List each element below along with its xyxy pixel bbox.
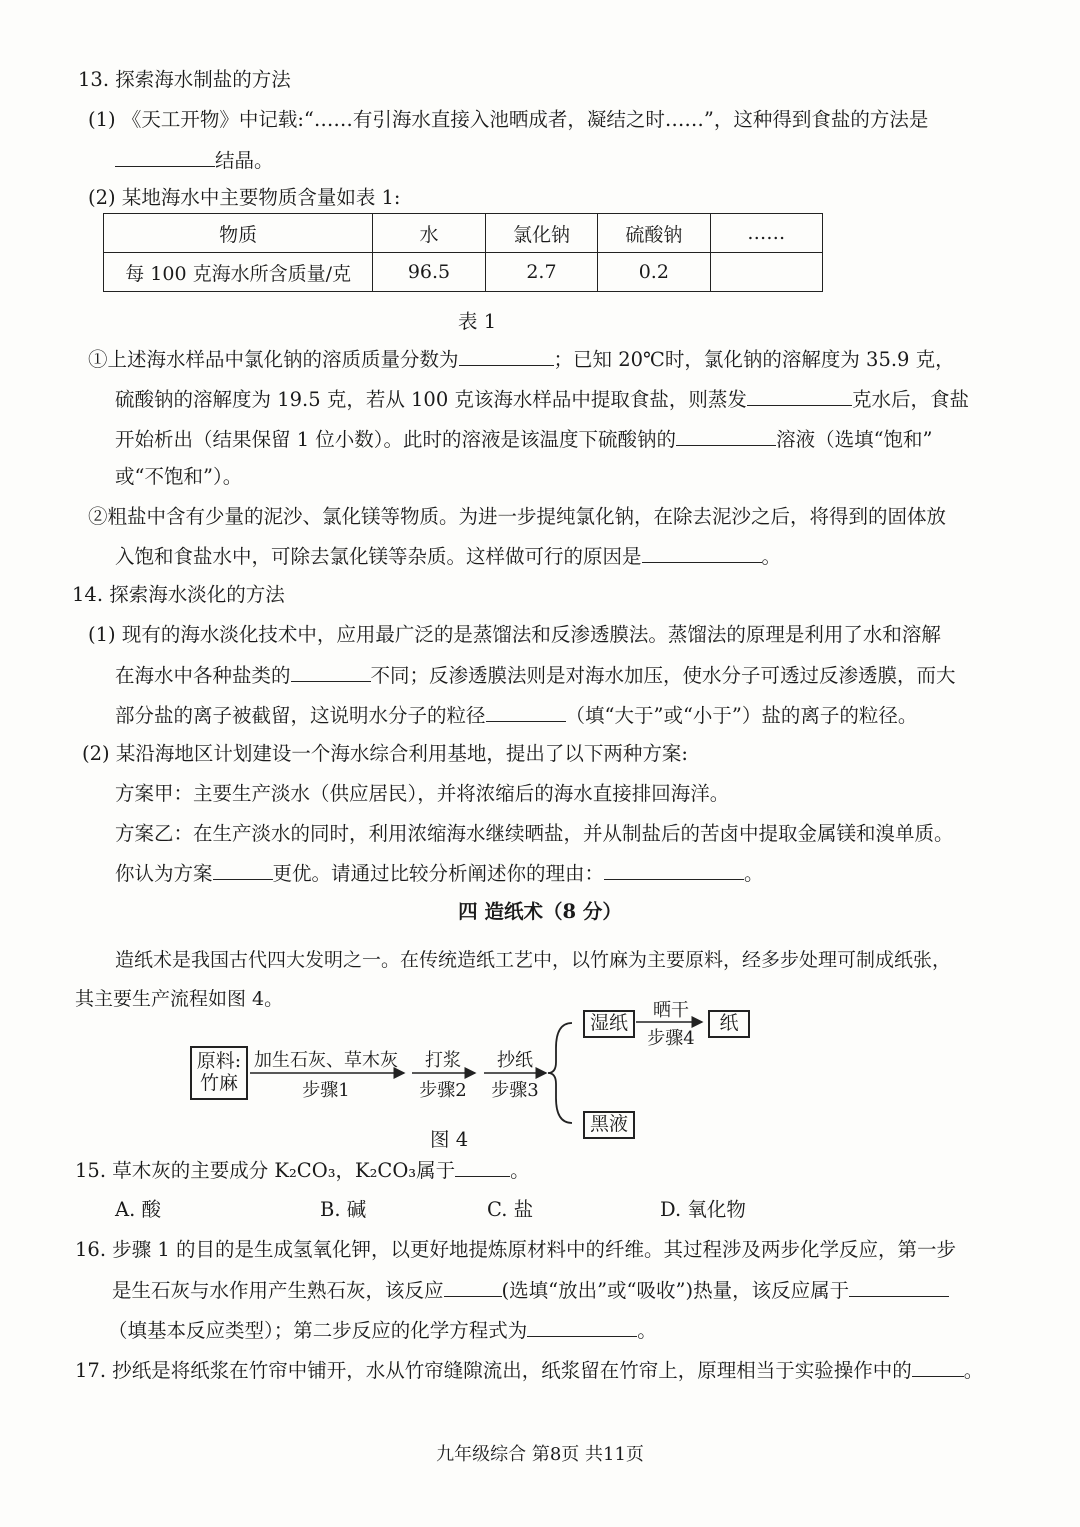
raw-material-label: 原料: bbox=[196, 1050, 242, 1072]
step1-label: 步骤1 bbox=[302, 1080, 350, 1101]
text: 是生石灰与水作用产生熟石灰，该反应 bbox=[112, 1279, 444, 1302]
table-cell: 2.7 bbox=[485, 253, 597, 292]
q13-p1-line1: (1) 《天工开物》中记载:“……有引海水直接入池晒成者，凝结之时……”，这种得到食盐的方法是 bbox=[88, 108, 929, 131]
table-cell: 0.2 bbox=[598, 253, 710, 292]
table-header-cell: 硫酸钠 bbox=[598, 214, 710, 253]
text: 15. 草木灰的主要成分 K₂CO₃，K₂CO₃属于 bbox=[75, 1159, 456, 1182]
step4-action: 晒干 bbox=[653, 1000, 689, 1021]
q16-line1: 16. 步骤 1 的目的是生成氢氧化钾，以更好地提炼原材料中的纤维。其过程涉及两步化学反应，第一步 bbox=[75, 1238, 957, 1261]
table-header-cell: …… bbox=[710, 214, 822, 253]
text: 。 bbox=[761, 545, 782, 568]
section4-heading: 四 造纸术（8 分） bbox=[458, 900, 622, 923]
q13-s2-line1: ②粗盐中含有少量的泥沙、氯化镁等物质。为进一步提纯氯化钠，在除去泥沙之后，将得到的固体放 bbox=[88, 505, 947, 528]
text: (选填“放出”或“吸收”)热量，该反应属于 bbox=[501, 1279, 850, 1302]
answer-blank[interactable] bbox=[527, 1318, 637, 1337]
text: ①上述海水样品中氯化钠的溶质质量分数为 bbox=[88, 348, 459, 371]
q14-p1-line1: (1) 现有的海水淡化技术中，应用最广泛的是蒸馏法和反渗透膜法。蒸馏法的原理是利用了水和溶解 bbox=[88, 623, 941, 646]
table-header-cell: 氯化钠 bbox=[485, 214, 597, 253]
q14-title: 14. 探索海水淡化的方法 bbox=[72, 583, 285, 606]
text: 。 bbox=[744, 862, 764, 885]
section4-intro-line1: 造纸术是我国古代四大发明之一。在传统造纸工艺中，以竹麻为主要原料，经多步处理可制成纸张， bbox=[115, 949, 952, 971]
step3-label: 步骤3 bbox=[491, 1080, 539, 1101]
answer-blank[interactable] bbox=[849, 1278, 949, 1297]
answer-blank[interactable] bbox=[912, 1358, 964, 1377]
text: 在海水中各种盐类的 bbox=[115, 664, 291, 687]
table-header-cell: 物质 bbox=[104, 214, 373, 253]
q13-p2-intro: (2) 某地海水中主要物质含量如表 1: bbox=[88, 186, 401, 209]
step4-label: 步骤4 bbox=[647, 1028, 695, 1049]
q17-text bbox=[75, 1358, 983, 1383]
figure-caption: 图 4 bbox=[430, 1128, 469, 1151]
q15-stem bbox=[75, 1158, 530, 1183]
text: 更优。请通过比较分析阐述你的理由： bbox=[272, 862, 605, 885]
table-header-cell: 水 bbox=[373, 214, 485, 253]
text: ；已知 20℃时，氯化钠的溶解度为 35.9 克， bbox=[553, 348, 955, 371]
text: 。 bbox=[637, 1319, 657, 1342]
q15-option-d[interactable]: D. 氧化物 bbox=[660, 1198, 746, 1221]
table-caption: 表 1 bbox=[458, 310, 497, 333]
flow-brace bbox=[548, 1023, 572, 1123]
q14-p2-intro: (2) 某沿海地区计划建设一个海水综合利用基地，提出了以下两种方案: bbox=[82, 742, 688, 765]
q14-plan-b: 方案乙：在生产淡水的同时，利用浓缩海水继续晒盐，并从制盐后的苦卤中提取金属镁和溴单质。 bbox=[115, 822, 954, 845]
text: 克水后，食盐 bbox=[851, 388, 969, 411]
step2-action: 打浆 bbox=[425, 1050, 461, 1071]
text: （填基本反应类型）；第二步反应的化学方程式为 bbox=[108, 1319, 528, 1342]
q16-line3 bbox=[108, 1318, 657, 1343]
step2-label: 步骤2 bbox=[419, 1080, 467, 1101]
wet-paper-box: 湿纸 bbox=[583, 1010, 635, 1038]
text: 开始析出（结果保留 1 位小数）。此时的溶液是该温度下硫酸钠的 bbox=[115, 428, 677, 451]
table-cell: 每 100 克海水所含质量/克 bbox=[104, 253, 373, 292]
text: 。 bbox=[510, 1159, 530, 1182]
text: 。 bbox=[963, 1359, 984, 1382]
text: 你认为方案 bbox=[115, 862, 213, 885]
text: 入饱和食盐水中，可除去氯化镁等杂质。这样做可行的原因是 bbox=[115, 545, 642, 568]
black-liquor-box: 黑液 bbox=[583, 1111, 635, 1139]
q13-title: 13. 探索海水制盐的方法 bbox=[78, 68, 291, 91]
step1-reagent: 加生石灰、草木灰 bbox=[254, 1050, 398, 1071]
q15-option-a[interactable]: A. 酸 bbox=[115, 1198, 161, 1221]
text: 硫酸钠的溶解度为 19.5 克，若从 100 克该海水样品中提取食盐，则蒸发 bbox=[115, 388, 747, 411]
paper-box: 纸 bbox=[708, 1010, 750, 1038]
page-footer: 九年级综合 第8页 共11页 bbox=[436, 1444, 644, 1465]
answer-blank[interactable] bbox=[444, 1278, 502, 1297]
q13-s1-line4: 或“不饱和”）。 bbox=[115, 465, 243, 488]
table-cell: 96.5 bbox=[373, 253, 485, 292]
q14-plan-a: 方案甲：主要生产淡水（供应居民），并将浓缩后的海水直接排回海洋。 bbox=[115, 782, 730, 805]
q15-option-b[interactable]: B. 碱 bbox=[320, 1198, 367, 1221]
step3-action: 抄纸 bbox=[497, 1050, 533, 1071]
text: 溶液（选填“饱和” bbox=[776, 428, 933, 451]
text: 部分盐的离子被截留，这说明水分子的粒径 bbox=[115, 704, 486, 727]
q13-p1-line2-text: 结晶。 bbox=[215, 149, 274, 172]
text: 不同；反渗透膜法则是对海水加压，使水分子可透过反渗透膜，而大 bbox=[370, 664, 956, 687]
q15-option-c[interactable]: C. 盐 bbox=[487, 1198, 534, 1221]
raw-material-name: 竹麻 bbox=[199, 1072, 238, 1094]
text: （填“大于”或“小于”）盐的离子的粒径。 bbox=[565, 704, 918, 727]
answer-blank[interactable] bbox=[455, 1158, 510, 1177]
section4-intro-line2: 其主要生产流程如图 4。 bbox=[75, 988, 284, 1010]
text: 17. 抄纸是将纸浆在竹帘中铺开，水从竹帘缝隙流出，纸浆留在竹帘上，原理相当于实验操作中的 bbox=[75, 1359, 912, 1382]
q16-line2 bbox=[112, 1278, 949, 1303]
